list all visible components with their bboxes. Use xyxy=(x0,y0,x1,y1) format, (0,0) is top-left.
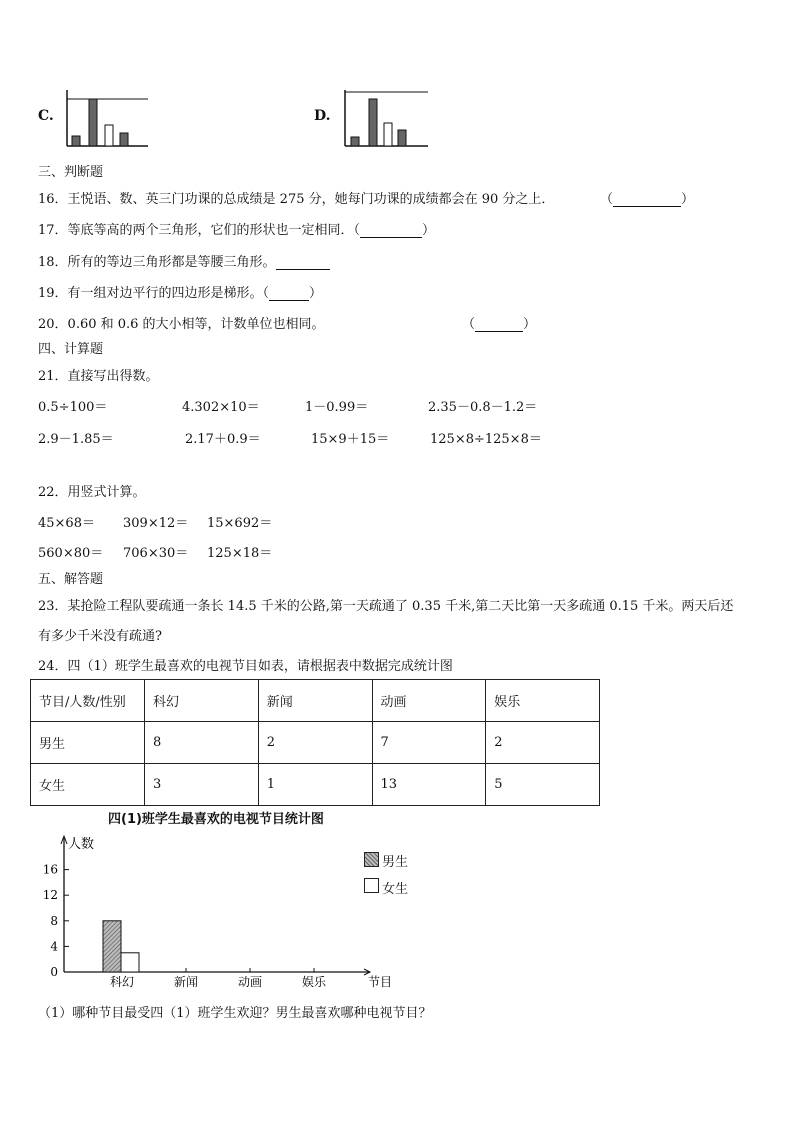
judgement-16-open: （ xyxy=(600,192,614,207)
chart-title: 四(1)班学生最喜欢的电视节目统计图 xyxy=(108,812,324,827)
table-cell: 13 xyxy=(372,764,486,806)
x-axis-label: 节目 xyxy=(367,975,393,989)
judgement-19-blank[interactable] xyxy=(269,288,309,301)
y-tick-label: 8 xyxy=(50,913,58,928)
option-d-bar-4 xyxy=(398,130,406,146)
table-cell: 科幻 xyxy=(145,680,259,722)
table-row xyxy=(31,764,600,806)
judgement-20-close: ） xyxy=(523,317,537,332)
table-cell: 3 xyxy=(145,764,259,806)
q23-line1: 23．某抢险工程队要疏通一条长 14.5 千米的公路,第一天疏通了 0.35 千米,第二天比第一天多疏通 0.15 千米。两天后还 xyxy=(38,599,734,614)
legend-label-boys: 男生 xyxy=(382,855,409,870)
option-d-bar-2 xyxy=(369,99,377,146)
table-cell: 2 xyxy=(258,722,372,764)
table-cell: 节目/人数/性别 xyxy=(31,680,145,722)
option-d-bar-1 xyxy=(351,137,359,146)
legend-swatch-girls xyxy=(364,878,379,893)
judgement-18-blank[interactable] xyxy=(276,257,330,270)
judgement-19 xyxy=(38,282,322,301)
q24-question-1: （1）哪种节目最受四（1）班学生欢迎？男生最喜欢哪种电视节目？ xyxy=(38,1006,432,1021)
judgement-20-open: （ xyxy=(462,317,476,332)
option-c-bar-4 xyxy=(120,133,128,146)
option-d-label: D. xyxy=(314,108,331,124)
judgement-20-answer[interactable] xyxy=(462,313,536,332)
judgement-20-text: 20．0.60 和 0.6 的大小相等，计数单位也相同。 xyxy=(38,317,325,332)
q22-item: 706×30＝ xyxy=(123,546,189,561)
judgement-19-text: 19．有一组对边平行的四边形是梯形。（ xyxy=(38,286,270,301)
y-tick-label: 12 xyxy=(42,888,58,903)
table-cell: 8 xyxy=(145,722,259,764)
table-cell: 1 xyxy=(258,764,372,806)
section-4-heading: 四、计算题 xyxy=(38,342,104,357)
table-row xyxy=(31,722,600,764)
judgement-17 xyxy=(38,219,435,238)
bar-girls-0 xyxy=(121,953,139,972)
q21-item: 2.9－1.85＝ xyxy=(38,432,114,447)
table-cell: 7 xyxy=(372,722,486,764)
tv-program-table xyxy=(30,679,600,806)
judgement-20 xyxy=(38,313,325,332)
q21-item: 0.5÷100＝ xyxy=(38,400,108,415)
q23-line2: 有多少千米没有疏通? xyxy=(38,629,162,644)
option-d-bar-3 xyxy=(384,123,392,146)
q21-item: 2.35－0.8－1.2＝ xyxy=(428,400,538,415)
table-cell: 2 xyxy=(486,722,600,764)
q21-title: 21．直接写出得数。 xyxy=(38,369,159,384)
judgement-17-text: 17．等底等高的两个三角形，它们的形状也一定相同．（ xyxy=(38,223,361,238)
option-d-chart xyxy=(340,88,430,150)
y-tick-label: 4 xyxy=(50,939,58,954)
q22-item: 560×80＝ xyxy=(38,546,104,561)
table-header-row xyxy=(31,680,600,722)
q21-item: 15×9＋15＝ xyxy=(311,432,390,447)
judgement-18 xyxy=(38,251,330,270)
judgement-19-close: ） xyxy=(309,286,323,301)
q22-title: 22．用竖式计算。 xyxy=(38,485,146,500)
y-tick-label: 0 xyxy=(50,965,58,979)
table-cell: 5 xyxy=(486,764,600,806)
bar-boys-0 xyxy=(103,921,121,972)
judgement-16-close: ） xyxy=(681,192,695,207)
x-tick-label: 新闻 xyxy=(173,975,199,989)
option-c-chart xyxy=(62,88,148,150)
table-cell: 女生 xyxy=(31,764,145,806)
judgement-16 xyxy=(38,188,554,207)
q22-item: 125×18＝ xyxy=(207,546,273,561)
table-cell: 动画 xyxy=(372,680,486,722)
q21-item: 2.17＋0.9＝ xyxy=(185,432,261,447)
y-tick-label: 16 xyxy=(42,862,58,877)
judgement-17-close: ） xyxy=(422,223,436,238)
table-cell: 男生 xyxy=(31,722,145,764)
x-tick-label: 动画 xyxy=(237,975,263,989)
q21-item: 1－0.99＝ xyxy=(305,400,369,415)
q21-item: 125×8÷125×8＝ xyxy=(430,432,542,447)
y-axis-label: 人数 xyxy=(68,837,95,852)
q21-item: 4.302×10＝ xyxy=(182,400,260,415)
judgement-16-answer[interactable] xyxy=(600,188,694,207)
section-5-heading: 五、解答题 xyxy=(38,572,104,587)
option-c-bar-3 xyxy=(105,125,113,146)
option-c-bar-2 xyxy=(89,99,97,146)
section-3-heading: 三、判断题 xyxy=(38,165,104,180)
q22-item: 309×12＝ xyxy=(123,516,189,531)
legend-swatch-boys xyxy=(364,852,379,867)
table-cell: 娱乐 xyxy=(486,680,600,722)
option-c-label: C. xyxy=(38,108,54,124)
judgement-18-text: 18．所有的等边三角形都是等腰三角形。 xyxy=(38,255,276,270)
option-c-bar-1 xyxy=(72,136,80,146)
legend-label-girls: 女生 xyxy=(382,882,409,897)
q24-title: 24．四（1）班学生最喜欢的电视节目如表，请根据表中数据完成统计图 xyxy=(38,659,453,674)
table-cell: 新闻 xyxy=(258,680,372,722)
x-tick-label: 娱乐 xyxy=(301,975,327,989)
x-tick-label: 科幻 xyxy=(109,975,135,989)
judgement-17-blank[interactable] xyxy=(360,225,422,238)
q22-item: 45×68＝ xyxy=(38,516,95,531)
q22-item: 15×692＝ xyxy=(207,516,273,531)
judgement-16-text: 16．王悦语、数、英三门功课的总成绩是 275 分，她每门功课的成绩都会在 90 分之上． xyxy=(38,192,555,207)
